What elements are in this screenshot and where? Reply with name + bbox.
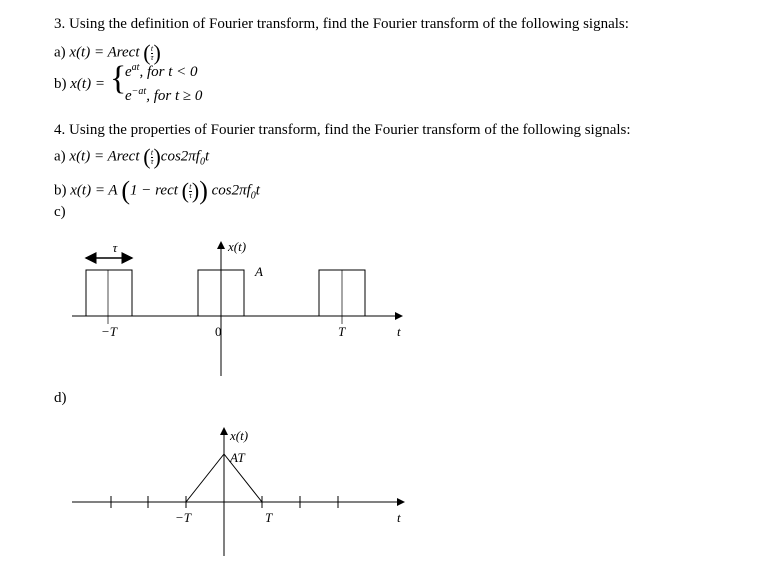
q3-part-a: a) x(t) = Arect ( $\frac{t}{\tau}$ ) [54, 40, 161, 65]
q4-b-expr1: x(t) = A [70, 182, 118, 199]
q4-a-prefix: a) [54, 148, 70, 165]
q3-b-prefix: b) [54, 76, 71, 92]
q3-a-den: τ [150, 52, 154, 62]
q4-d-label: d) [54, 390, 67, 406]
d-y-label: x(t) [230, 428, 249, 443]
q3-b-lhs: x(t) = [70, 76, 105, 92]
d-amp-label: AT [230, 450, 245, 465]
q4-b-num: t [189, 181, 192, 191]
c-amp-label: A [255, 264, 263, 279]
tau-label: τ [112, 240, 118, 255]
q3-b-case1-exp: at [131, 62, 140, 73]
d-neg-T-label: −T [175, 510, 192, 525]
q4-a-tail: cos2πf [160, 148, 200, 165]
q4-part-a: a) x(t) = Arect ( $\frac{t}{\tau}$ )$\cos 2\pi f_0t$ [54, 144, 210, 169]
c-t-label: t [397, 324, 401, 339]
q4-b-sub: 0 [250, 190, 256, 202]
q4-a-expr: x(t) = Arect [69, 148, 140, 165]
q3-b-case2-base: e [125, 88, 132, 104]
q3-b-case2-cond: , for t ≥ 0 [146, 88, 203, 104]
c-zero-label: 0 [215, 324, 222, 339]
q4-b-tail2: t [255, 182, 260, 199]
d-pos-T-label: T [265, 510, 273, 525]
q3-b-case1-base: e [125, 64, 132, 80]
q4-title: 4. Using the properties of Fourier transform, find the Fourier transform of the following signals: [54, 122, 631, 138]
q4-a-num: t [150, 147, 154, 157]
q3-a-prefix: a) [54, 44, 70, 61]
q3-b-brace: { [110, 60, 127, 97]
q3-a-num: t [150, 43, 154, 53]
c-pos-T-label: T [338, 324, 346, 339]
q4-b-prefix: b) [54, 182, 71, 199]
c-neg-T-label: −T [101, 324, 118, 339]
q4-a-sub: 0 [199, 156, 205, 168]
q3-b-case2-exp: −at [131, 86, 147, 97]
q4-a-tail2: t [204, 148, 210, 165]
q3-a-expr: x(t) = Arect [69, 44, 140, 61]
d-t-label: t [397, 510, 401, 525]
q4-a-den: τ [150, 156, 154, 166]
q3-b-case1-cond: , for t < 0 [139, 64, 198, 80]
q4-b-tail: cos2πf [211, 182, 251, 199]
q4-part-b: b) x(t) = A (1 − rect ( $\frac{t}{\tau}$ )) $\cos 2\pi f_0t$ [54, 176, 260, 205]
q4-b-den: τ [188, 190, 192, 200]
q3-title: 3. Using the definition of Fourier transform, find the Fourier transform of the following signals: [54, 16, 629, 32]
q4-c-label: c) [54, 204, 66, 220]
c-y-label: x(t) [228, 239, 247, 254]
q4-b-expr2: 1 − rect [130, 182, 178, 199]
